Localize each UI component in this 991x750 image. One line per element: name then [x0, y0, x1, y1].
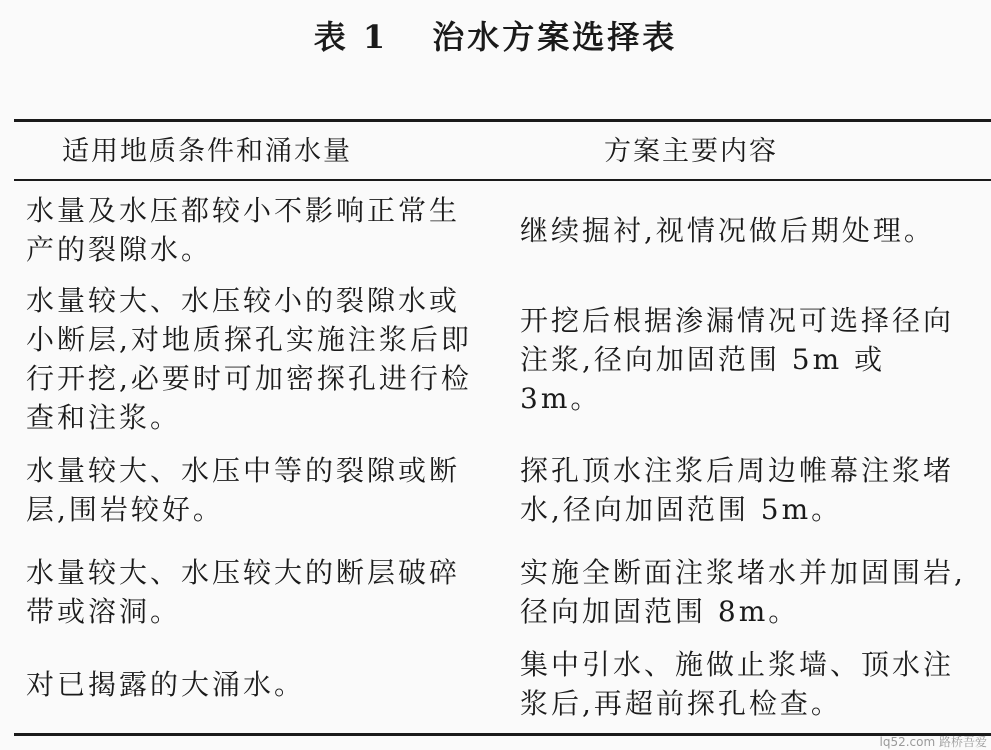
table-row: [0, 190, 991, 270]
plan-cell: 继续掘衬,视情况做后期处理。: [520, 213, 935, 247]
plan-cell: 探孔顶水注浆后周边帷幕注浆堵水,径向加固范围 5m。: [520, 454, 955, 526]
condition-cell: 水量较大、水压中等的裂隙或断层,围岩较好。: [26, 454, 461, 526]
top-rule: [14, 119, 991, 122]
condition-cell: 对已揭露的大涌水。: [26, 667, 306, 701]
condition-cell: 水量较大、水压较大的断层破碎带或溶洞。: [26, 556, 461, 628]
table-number: 表 1: [313, 18, 389, 56]
header-rule: [14, 179, 991, 181]
bottom-rule: [14, 733, 991, 736]
condition-cell: 水量及水压都较小不影响正常生产的裂隙水。: [26, 194, 461, 266]
table-row: [0, 552, 991, 632]
table-row: [0, 280, 991, 438]
table-title-text: 治水方案选择表: [432, 18, 678, 56]
column-header-conditions: 适用地质条件和涌水量: [62, 136, 352, 167]
table-row: [0, 450, 991, 530]
site-watermark: lq52.com 路桥吾爱: [879, 735, 987, 749]
table-row: [0, 644, 991, 724]
plan-cell: 开挖后根据渗漏情况可选择径向注浆,径向加固范围 5m 或 3m。: [520, 303, 955, 415]
column-header-plan: 方案主要内容: [604, 136, 778, 167]
table-title: [0, 12, 991, 58]
plan-cell: 集中引水、施做止浆墙、顶水注浆后,再超前探孔检查。: [520, 648, 955, 720]
condition-cell: 水量较大、水压较小的裂隙水或小断层,对地质探孔实施注浆后即行开挖,必要时可加密探孔进行检查和注浆。: [26, 284, 472, 434]
plan-cell: 实施全断面注浆堵水并加固围岩,径向加固范围 8m。: [520, 556, 966, 628]
